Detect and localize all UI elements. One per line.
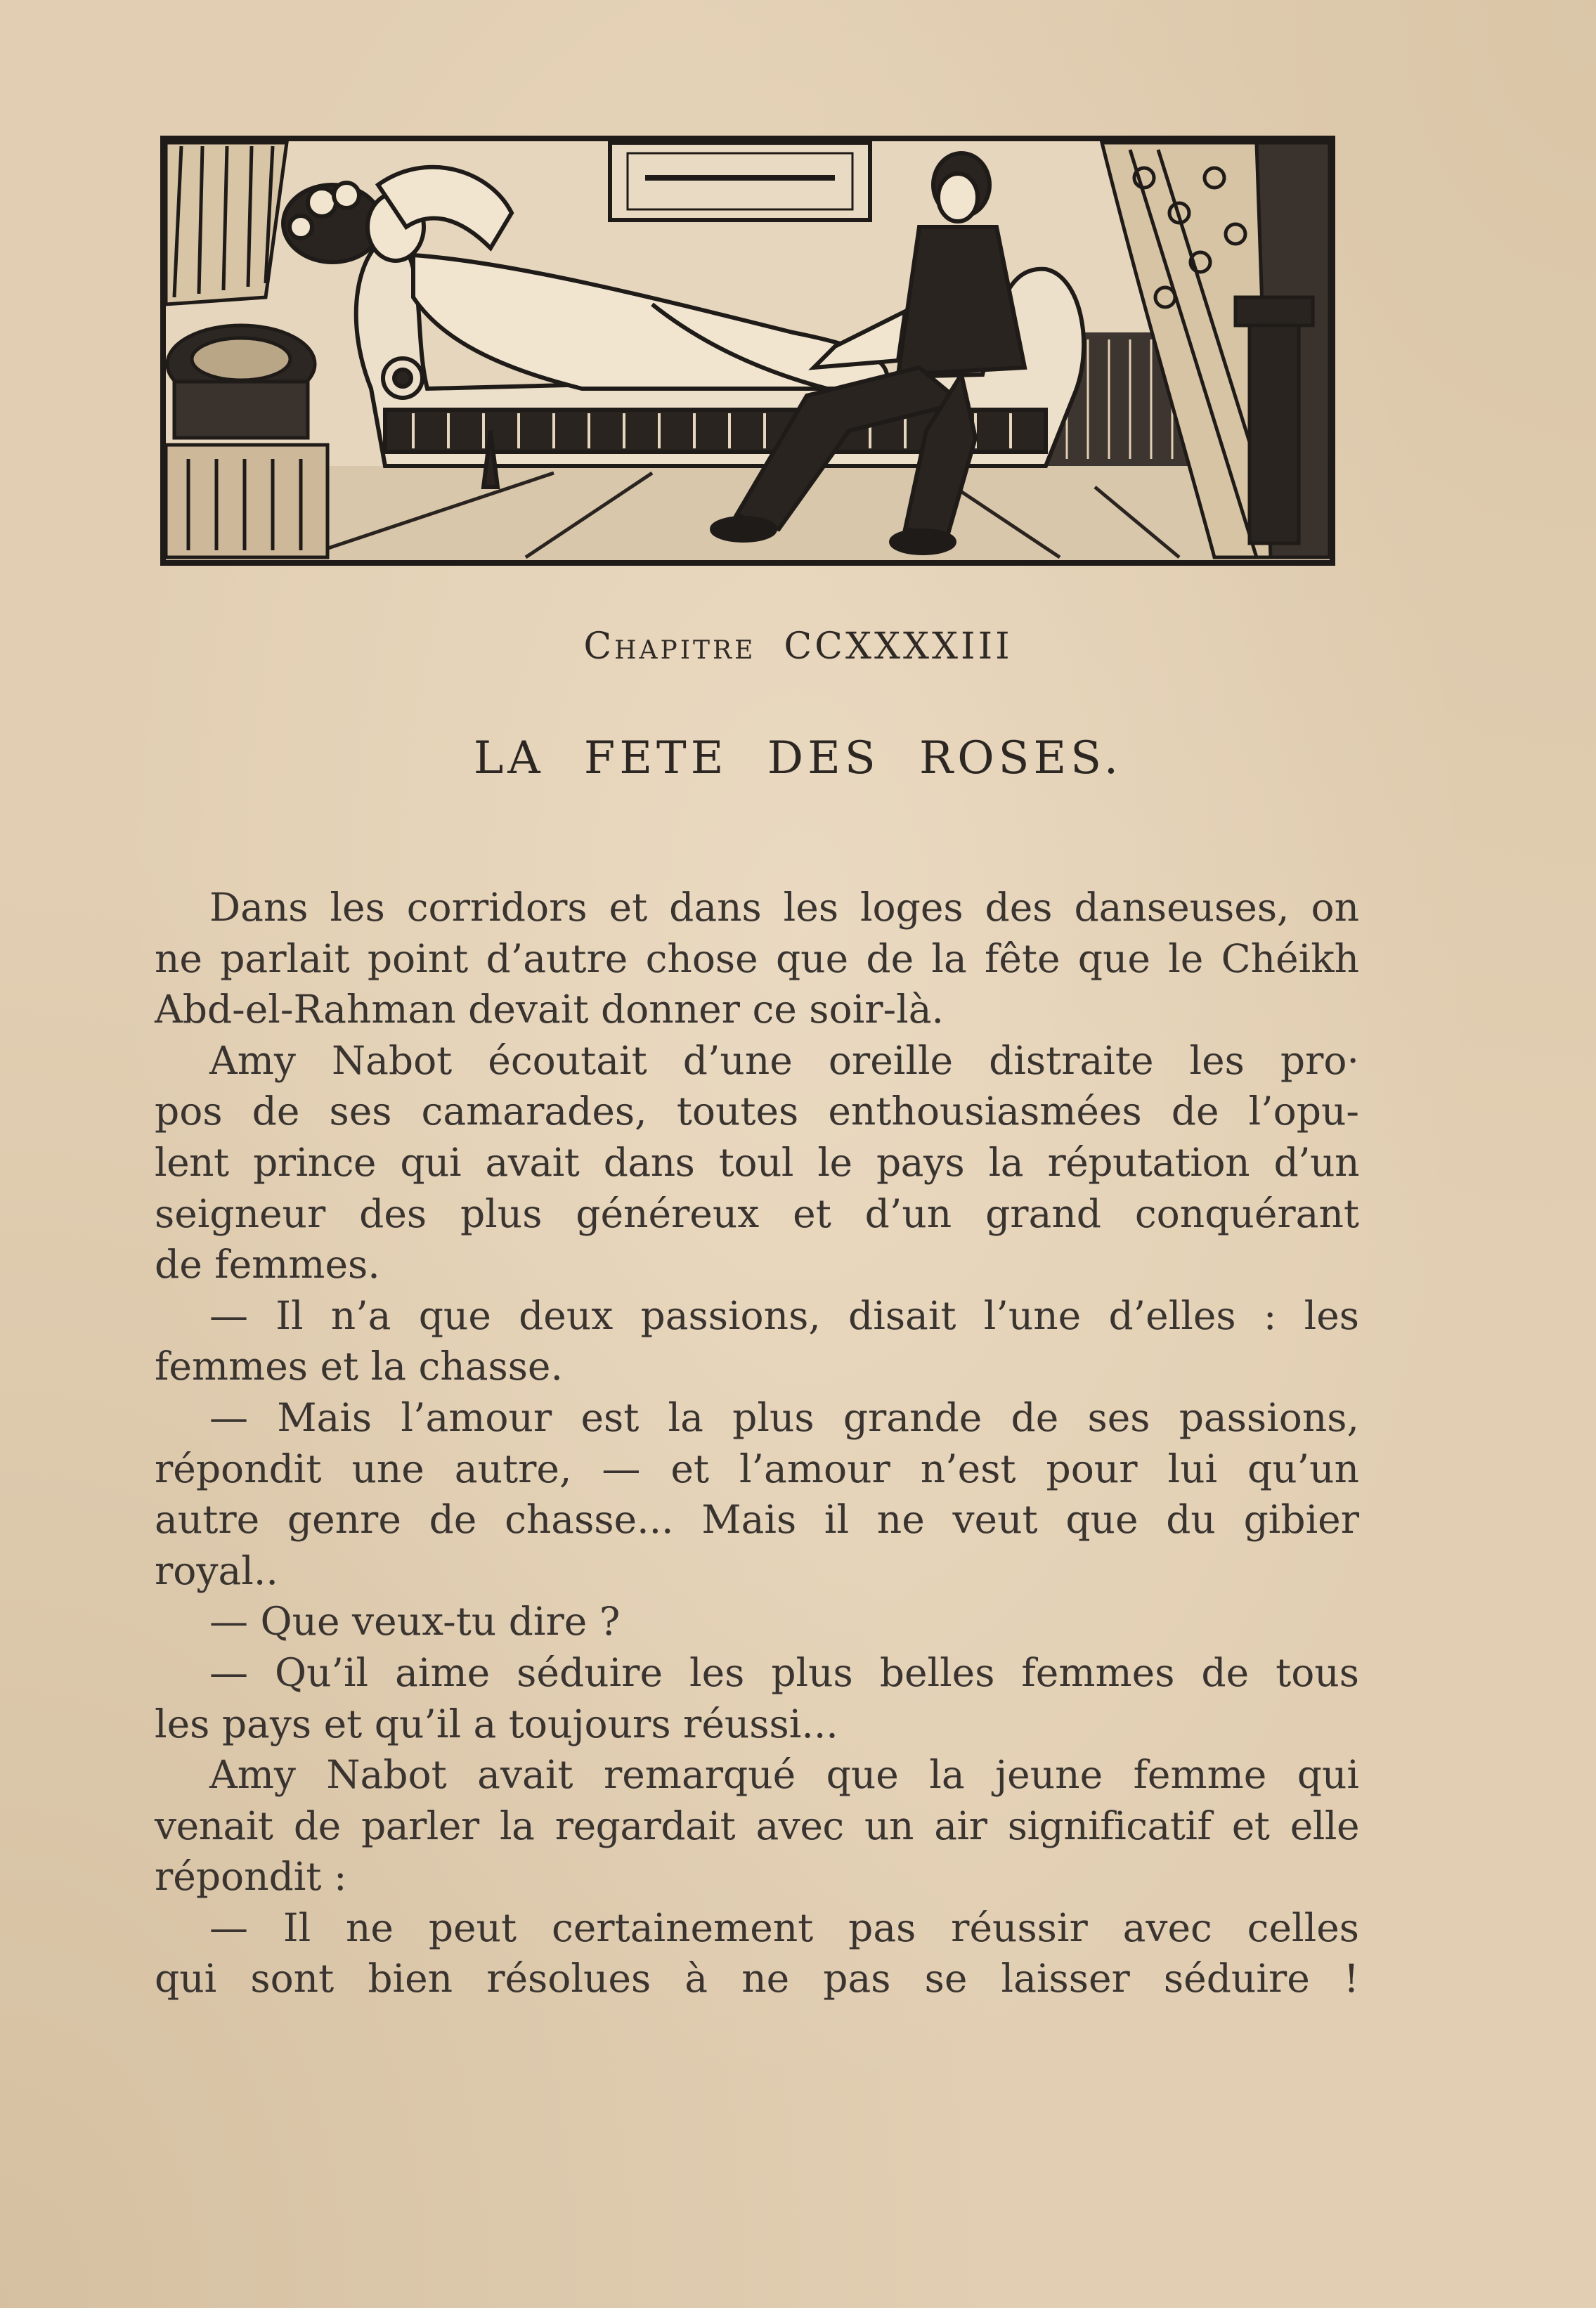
chapter-heading: [0, 625, 1596, 668]
chapter-vignette-illustration: [160, 136, 1335, 566]
text-line: autre genre de chasse... Mais il ne veut que du gibier: [155, 1497, 1359, 1543]
text-line: Amy Nabot avait remarqué que la jeune femme qui: [209, 1752, 1359, 1798]
vignette-drawing: [160, 136, 1335, 566]
text-line: — Qu’il aime séduire les plus belles femmes de tous: [209, 1649, 1359, 1695]
text-line: répondit une autre, — et l’amour n’est pour lui qu’un: [155, 1446, 1359, 1491]
text-line: ne parlait point d’autre chose que de la fête que le Chéikh: [155, 935, 1359, 981]
text-line: Abd-el-Rahman devait donner ce soir-là.: [155, 987, 944, 1032]
text-line: de femmes.: [155, 1242, 380, 1288]
text-line: royal..: [155, 1548, 278, 1593]
chapter-title: LA FETE DES ROSES.: [473, 732, 1123, 784]
body-text: [155, 882, 1359, 2004]
text-line: — Il ne peut certainement pas réussir avec celles: [209, 1905, 1359, 1950]
text-line: — Que veux-tu dire ?: [209, 1599, 621, 1645]
text-line: lent prince qui avait dans toul le pays la réputation d’un: [155, 1139, 1359, 1185]
text-line: les pays et qu’il a toujours réussi...: [155, 1701, 838, 1746]
chapter-number: CCXXXXIII: [784, 625, 1013, 668]
text-line: qui sont bien résolues à ne pas se laisser séduire !: [155, 1956, 1359, 2002]
text-line: Amy Nabot écoutait d’une oreille distraite les pro·: [209, 1037, 1359, 1083]
text-line: répondit :: [155, 1854, 347, 1900]
text-line: — Il n’a que deux passions, disait l’une d’elles : les: [209, 1292, 1359, 1338]
text-line: seigneur des plus généreux et d’un grand conquérant: [155, 1191, 1359, 1236]
text-line: — Mais l’amour est la plus grande de ses passions,: [209, 1394, 1359, 1440]
text-line: femmes et la chasse.: [155, 1344, 563, 1389]
text-line: pos de ses camarades, toutes enthousiasmées de l’opu-: [155, 1089, 1359, 1134]
chapter-label: Chapitre: [583, 625, 756, 668]
text-line: Dans les corridors et dans les loges des danseuses, on: [209, 885, 1359, 930]
text-line: venait de parler la regardait avec un air significatif et elle: [155, 1803, 1359, 1848]
